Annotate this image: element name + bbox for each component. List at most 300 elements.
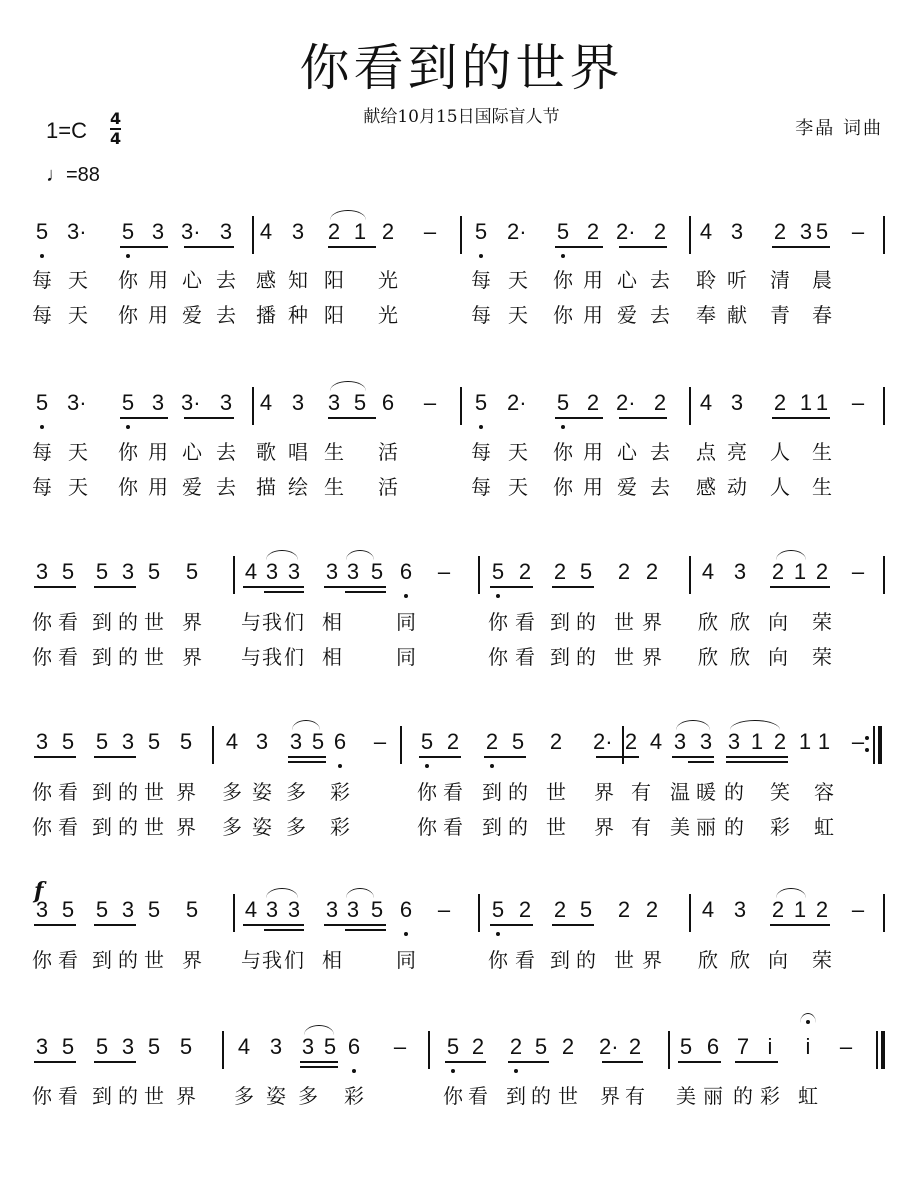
- lyric-char: 世: [144, 1084, 164, 1108]
- note: 6: [381, 390, 395, 415]
- note: 3: [291, 390, 305, 415]
- lyric-char: 世: [614, 645, 634, 669]
- note: 3: [121, 559, 135, 584]
- barline: [873, 726, 875, 764]
- lyric-char: 用: [583, 440, 603, 464]
- note: 3: [265, 897, 279, 922]
- note: 2·: [599, 1034, 619, 1059]
- note: 2: [617, 559, 631, 584]
- lyric-char: 同: [396, 645, 416, 669]
- lyric-char: 生: [812, 440, 832, 464]
- note: 3·: [67, 219, 87, 244]
- lyric-char: 界: [176, 815, 196, 839]
- lyric-char: 多: [286, 780, 306, 804]
- note: 2: [624, 729, 638, 754]
- lyric-char: 界: [642, 948, 662, 972]
- lyric-char: 用: [148, 268, 168, 292]
- beam-line: [772, 417, 830, 419]
- lyric-char: 欣: [730, 948, 750, 972]
- beam-line: [602, 1061, 643, 1063]
- note: 5: [147, 1034, 161, 1059]
- slur: [330, 381, 366, 391]
- beam-line: [324, 586, 386, 588]
- note: 4: [701, 897, 715, 922]
- note: 4: [225, 729, 239, 754]
- low-octave-dot: [40, 254, 44, 258]
- note: 2: [773, 390, 787, 415]
- lyric-char: 每: [471, 303, 491, 327]
- beam-line: [328, 246, 376, 248]
- note: 2: [771, 897, 785, 922]
- note: –: [393, 1034, 407, 1059]
- beam-line: [555, 417, 603, 419]
- slur: [346, 550, 374, 560]
- note: 1: [799, 390, 813, 415]
- beam-line: [288, 761, 326, 763]
- lyric-char: 看: [58, 815, 78, 839]
- beam-line: [688, 761, 714, 763]
- note: 6: [399, 897, 413, 922]
- dynamic-forte: f: [34, 878, 44, 904]
- beam-line: [596, 756, 639, 758]
- barline: [222, 1031, 224, 1069]
- lyric-char: 的: [576, 645, 596, 669]
- lyric-char: 姿: [252, 780, 272, 804]
- note: 5: [311, 729, 325, 754]
- low-octave-dot: [425, 764, 429, 768]
- note: 2: [586, 219, 600, 244]
- note: 3: [733, 559, 747, 584]
- barline: [212, 726, 214, 764]
- note: 5: [474, 390, 488, 415]
- lyric-char: 们: [284, 948, 304, 972]
- note: 2·: [507, 219, 527, 244]
- lyric-char: 去: [650, 303, 670, 327]
- note: 2: [773, 729, 787, 754]
- barline: [876, 1031, 878, 1069]
- note: 3·: [181, 390, 201, 415]
- lyric-char: 感: [256, 268, 276, 292]
- beam-line: [94, 586, 136, 588]
- note: 1: [793, 559, 807, 584]
- lyric-char: 天: [508, 440, 528, 464]
- lyric-char: 知: [288, 268, 308, 292]
- lyric-char: 播: [256, 303, 276, 327]
- lyric-char: 世: [546, 815, 566, 839]
- note: 1: [798, 729, 812, 754]
- beam-line: [34, 756, 76, 758]
- note: 1: [353, 219, 367, 244]
- note: –: [373, 729, 387, 754]
- lyric-char: 你: [488, 610, 508, 634]
- beam-line: [34, 586, 76, 588]
- lyric-char: 荣: [812, 645, 832, 669]
- note: 3: [346, 559, 360, 584]
- lyric-char: 天: [68, 303, 88, 327]
- lyric-char: 去: [216, 268, 236, 292]
- lyric-char: 彩: [770, 815, 790, 839]
- note: –: [851, 390, 865, 415]
- lyric-char: 去: [650, 440, 670, 464]
- lyric-char: 荣: [812, 610, 832, 634]
- barline: [460, 387, 462, 425]
- beam-line: [772, 246, 830, 248]
- note: 5: [95, 897, 109, 922]
- lyric-char: 看: [58, 645, 78, 669]
- beam-line: [445, 1061, 486, 1063]
- lyric-char: 到: [550, 610, 570, 634]
- note: 5: [95, 559, 109, 584]
- note: 3: [346, 897, 360, 922]
- note: 2·: [593, 729, 613, 754]
- lyric-char: 到: [482, 815, 502, 839]
- beam-line: [555, 246, 603, 248]
- note: 3·: [181, 219, 201, 244]
- barline: [883, 894, 885, 932]
- beam-line: [184, 417, 234, 419]
- lyric-char: 天: [508, 303, 528, 327]
- lyric-char: 们: [284, 645, 304, 669]
- lyric-char: 相: [322, 610, 342, 634]
- lyric-char: 的: [531, 1084, 551, 1108]
- note: 4: [259, 390, 273, 415]
- note: 2: [815, 897, 829, 922]
- lyric-char: 的: [724, 780, 744, 804]
- note: 3: [35, 559, 49, 584]
- note: 3: [255, 729, 269, 754]
- lyric-char: 听: [727, 268, 747, 292]
- lyric-char: 我: [262, 645, 282, 669]
- barline: [883, 556, 885, 594]
- lyric-char: 界: [600, 1084, 620, 1108]
- lyric-char: 丽: [703, 1084, 723, 1108]
- lyric-char: 你: [118, 303, 138, 327]
- lyric-char: 暖: [696, 780, 716, 804]
- note: –: [839, 1034, 853, 1059]
- lyric-char: 清: [770, 268, 790, 292]
- lyric-char: 去: [650, 268, 670, 292]
- note: 3: [733, 897, 747, 922]
- lyric-char: 每: [471, 268, 491, 292]
- note: 2: [509, 1034, 523, 1059]
- lyric-char: 到: [482, 780, 502, 804]
- lyric-char: 去: [216, 440, 236, 464]
- lyric-char: 天: [68, 268, 88, 292]
- lyric-char: 彩: [344, 1084, 364, 1108]
- lyric-char: 看: [468, 1084, 488, 1108]
- note: –: [851, 219, 865, 244]
- lyric-char: 你: [553, 440, 573, 464]
- beam-line: [726, 761, 788, 763]
- lyric-char: 看: [58, 1084, 78, 1108]
- lyric-char: 每: [32, 268, 52, 292]
- tempo-marking: ♩=88: [46, 164, 100, 186]
- note: 2: [446, 729, 460, 754]
- lyric-char: 人: [770, 475, 790, 499]
- note: 7: [736, 1034, 750, 1059]
- lyric-char: 我: [262, 948, 282, 972]
- lyric-char: 你: [488, 645, 508, 669]
- lyric-char: 爱: [617, 475, 637, 499]
- note: 4: [244, 897, 258, 922]
- beam-line: [264, 591, 304, 593]
- note: –: [851, 729, 865, 754]
- beam-line: [552, 924, 594, 926]
- note: 3: [799, 219, 813, 244]
- note: 3: [269, 1034, 283, 1059]
- low-octave-dot: [126, 425, 130, 429]
- barline: [689, 216, 691, 254]
- barline: [689, 894, 691, 932]
- note: 5: [446, 1034, 460, 1059]
- lyric-char: 生: [812, 475, 832, 499]
- note: 2: [553, 897, 567, 922]
- note: 3: [151, 219, 165, 244]
- lyric-char: 聆: [696, 268, 716, 292]
- lyric-char: 与: [241, 610, 261, 634]
- lyric-char: 光: [378, 303, 398, 327]
- note: 5: [185, 559, 199, 584]
- note: –: [851, 897, 865, 922]
- note: 6: [706, 1034, 720, 1059]
- lyric-char: 用: [583, 303, 603, 327]
- lyric-char: 描: [256, 475, 276, 499]
- note: 3: [727, 729, 741, 754]
- lyric-char: 界: [642, 645, 662, 669]
- lyric-char: 你: [553, 303, 573, 327]
- lyric-char: 你: [443, 1084, 463, 1108]
- note: 5: [679, 1034, 693, 1059]
- low-octave-dot: [561, 254, 565, 258]
- beam-line: [770, 586, 830, 588]
- lyric-char: 到: [92, 1084, 112, 1108]
- lyric-char: 们: [284, 610, 304, 634]
- lyric-char: 你: [118, 268, 138, 292]
- barline: [233, 556, 235, 594]
- note: 5: [579, 559, 593, 584]
- slur: [776, 550, 806, 560]
- lyric-char: 世: [546, 780, 566, 804]
- note: 3: [325, 897, 339, 922]
- repeat-dot: [865, 736, 869, 740]
- lyric-char: 到: [550, 645, 570, 669]
- lyric-char: 有: [631, 815, 651, 839]
- lyric-char: 的: [118, 948, 138, 972]
- barline: [689, 387, 691, 425]
- lyric-char: 天: [68, 475, 88, 499]
- lyric-char: 的: [118, 1084, 138, 1108]
- lyric-char: 每: [471, 440, 491, 464]
- note: 2: [549, 729, 563, 754]
- lyric-char: 你: [417, 780, 437, 804]
- lyric-char: 用: [583, 268, 603, 292]
- key-signature: 1=C: [46, 118, 87, 143]
- note: 3: [287, 559, 301, 584]
- lyric-char: 姿: [266, 1084, 286, 1108]
- note: 3: [289, 729, 303, 754]
- lyric-char: 心: [617, 440, 637, 464]
- note: 3: [287, 897, 301, 922]
- song-title: 你看到的世界: [299, 39, 624, 97]
- note: 3: [327, 390, 341, 415]
- lyric-char: 欣: [698, 948, 718, 972]
- note: 3: [219, 390, 233, 415]
- note: 5: [95, 729, 109, 754]
- lyric-char: 的: [118, 610, 138, 634]
- lyric-char: 的: [508, 815, 528, 839]
- slur: [346, 888, 374, 898]
- slur: [676, 720, 710, 730]
- note: 2: [381, 219, 395, 244]
- barline: [883, 387, 885, 425]
- note: 1: [815, 390, 829, 415]
- low-octave-dot: [496, 932, 500, 936]
- beam-line: [300, 1061, 338, 1063]
- lyric-char: 同: [396, 610, 416, 634]
- note: 5: [61, 729, 75, 754]
- barline: [622, 726, 624, 764]
- lyric-char: 世: [614, 948, 634, 972]
- lyric-char: 姿: [252, 815, 272, 839]
- note: 5: [353, 390, 367, 415]
- lyric-char: 感: [696, 475, 716, 499]
- note: 5: [556, 390, 570, 415]
- lyric-char: 同: [396, 948, 416, 972]
- lyric-char: 每: [471, 475, 491, 499]
- note: 2: [327, 219, 341, 244]
- note: 3: [673, 729, 687, 754]
- lyric-char: 容: [814, 780, 834, 804]
- note: 2: [815, 559, 829, 584]
- lyric-char: 的: [118, 780, 138, 804]
- low-octave-dot: [496, 594, 500, 598]
- lyric-char: 到: [92, 815, 112, 839]
- lyric-char: 你: [32, 780, 52, 804]
- beam-line: [672, 756, 714, 758]
- beam-line: [619, 246, 667, 248]
- lyric-char: 种: [288, 303, 308, 327]
- note: i: [767, 1034, 773, 1059]
- note: 3: [35, 729, 49, 754]
- slur: [730, 720, 780, 730]
- note: 2: [485, 729, 499, 754]
- lyric-char: 界: [594, 780, 614, 804]
- lyric-char: 每: [32, 303, 52, 327]
- note: 2: [586, 390, 600, 415]
- lyric-char: 的: [724, 815, 744, 839]
- beam-line: [770, 924, 830, 926]
- lyric-char: 界: [176, 1084, 196, 1108]
- lyric-char: 多: [298, 1084, 318, 1108]
- low-octave-dot: [126, 254, 130, 258]
- note: 6: [399, 559, 413, 584]
- note: 5: [35, 219, 49, 244]
- lyric-char: 你: [32, 948, 52, 972]
- note: 2: [645, 559, 659, 584]
- note: 5: [179, 729, 193, 754]
- lyric-char: 到: [550, 948, 570, 972]
- lyric-char: 青: [770, 303, 790, 327]
- beam-line: [735, 1061, 778, 1063]
- note: 3: [730, 390, 744, 415]
- note: 5: [147, 559, 161, 584]
- lyric-char: 界: [182, 610, 202, 634]
- lyric-char: 彩: [330, 815, 350, 839]
- lyric-char: 献: [727, 303, 747, 327]
- lyric-char: 唱: [288, 440, 308, 464]
- note: 1: [817, 729, 831, 754]
- lyric-char: 虹: [798, 1084, 818, 1108]
- note: 5: [147, 897, 161, 922]
- beam-line: [490, 924, 533, 926]
- fermata-dot: [806, 1020, 810, 1024]
- lyric-char: 心: [182, 440, 202, 464]
- lyric-char: 用: [148, 303, 168, 327]
- lyric-char: 天: [68, 440, 88, 464]
- lyric-char: 到: [92, 780, 112, 804]
- beam-line: [300, 1066, 338, 1068]
- lyric-char: 你: [32, 1084, 52, 1108]
- lyric-char: 人: [770, 440, 790, 464]
- note: –: [851, 559, 865, 584]
- beam-line: [34, 924, 76, 926]
- beam-line: [120, 246, 168, 248]
- final-barline: [878, 726, 882, 764]
- lyric-char: 有: [631, 780, 651, 804]
- lyric-char: 到: [92, 645, 112, 669]
- note: 6: [347, 1034, 361, 1059]
- note: 2: [553, 559, 567, 584]
- note: 2: [561, 1034, 575, 1059]
- note: 2: [653, 390, 667, 415]
- lyric-char: 阳: [324, 303, 344, 327]
- lyric-char: 晨: [812, 268, 832, 292]
- beam-line: [678, 1061, 721, 1063]
- lyric-char: 到: [506, 1084, 526, 1108]
- note: 3: [291, 219, 305, 244]
- lyric-char: 世: [614, 610, 634, 634]
- note: 5: [121, 219, 135, 244]
- note: 3·: [67, 390, 87, 415]
- beam-line: [726, 756, 788, 758]
- time-signature: [110, 110, 121, 148]
- lyric-char: 点: [696, 440, 716, 464]
- lyric-char: 你: [118, 475, 138, 499]
- lyric-char: 世: [144, 610, 164, 634]
- slur: [266, 888, 298, 898]
- note: 3: [151, 390, 165, 415]
- lyric-char: 看: [58, 948, 78, 972]
- beam-line: [619, 417, 667, 419]
- beam-line: [94, 1061, 136, 1063]
- note: –: [423, 390, 437, 415]
- note: 2: [617, 897, 631, 922]
- note: 4: [699, 390, 713, 415]
- lyric-char: 美: [670, 815, 690, 839]
- lyric-char: 去: [216, 303, 236, 327]
- beam-line: [490, 586, 533, 588]
- note: 5: [815, 219, 829, 244]
- lyric-char: 你: [553, 475, 573, 499]
- slur: [266, 550, 298, 560]
- barline: [668, 1031, 670, 1069]
- barline: [460, 216, 462, 254]
- lyric-char: 活: [378, 475, 398, 499]
- lyric-char: 你: [553, 268, 573, 292]
- note: –: [423, 219, 437, 244]
- note: 2: [773, 219, 787, 244]
- repeat-dot: [865, 748, 869, 752]
